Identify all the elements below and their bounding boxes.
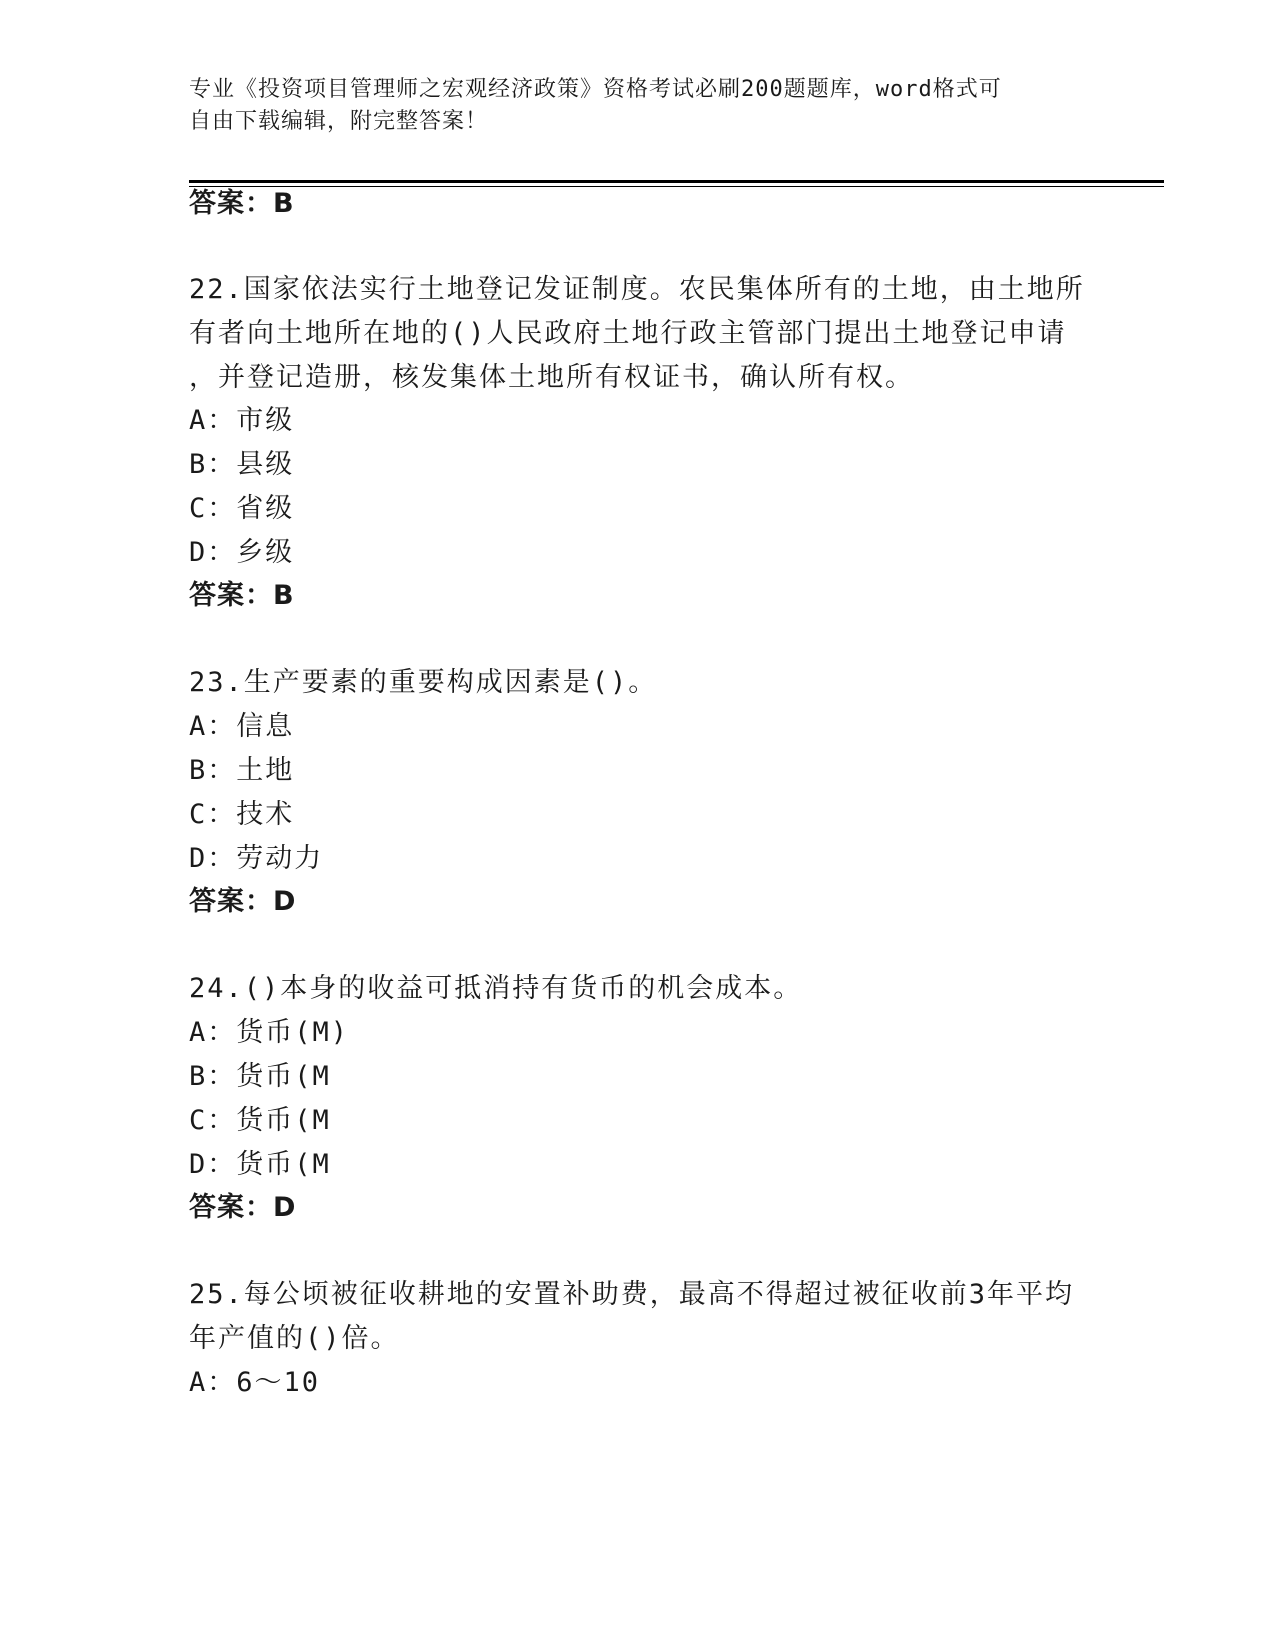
option-c: C：货币(M: [189, 1105, 331, 1136]
option-a: A：信息: [189, 711, 295, 742]
document-header: [189, 74, 1089, 138]
option-c: C：省级: [189, 493, 295, 524]
option-a: A：货币(M): [189, 1017, 350, 1048]
question-text: 23.生产要素的重要构成因素是()。: [189, 667, 658, 698]
answer-line: 答案：B: [189, 580, 295, 611]
question-text: 有者向土地所在地的()人民政府土地行政主管部门提出土地登记申请: [189, 318, 1067, 349]
option-a: A：市级: [189, 405, 295, 436]
header-rule-thin: [189, 186, 1164, 187]
answer-line: 答案：D: [189, 886, 297, 917]
question-text: 24.()本身的收益可抵消持有货币的机会成本。: [189, 973, 803, 1004]
header-line: 专业《投资项目管理师之宏观经济政策》资格考试必刷200题题库，word格式可: [189, 77, 1002, 102]
option-a: A：6～10: [189, 1367, 321, 1398]
answer-line: 答案：D: [189, 1192, 297, 1223]
question-text: 25.每公顷被征收耕地的安置补助费，最高不得超过被征收前3年平均: [189, 1279, 1075, 1310]
question-text: ，并登记造册，核发集体土地所有权证书，确认所有权。: [189, 362, 914, 393]
option-d: D：劳动力: [189, 843, 324, 874]
option-b: B：货币(M: [189, 1061, 331, 1092]
option-c: C：技术: [189, 799, 295, 830]
option-d: D：货币(M: [189, 1149, 331, 1180]
option-b: B：县级: [189, 449, 295, 480]
question-text: 22.国家依法实行土地登记发证制度。农民集体所有的土地，由土地所: [189, 274, 1085, 305]
answer-line: 答案：B: [189, 188, 295, 219]
option-d: D：乡级: [189, 537, 295, 568]
header-rule: [189, 180, 1164, 183]
option-b: B：土地: [189, 755, 295, 786]
question-text: 年产值的()倍。: [189, 1323, 400, 1354]
header-line: 自由下载编辑，附完整答案！: [189, 109, 489, 134]
